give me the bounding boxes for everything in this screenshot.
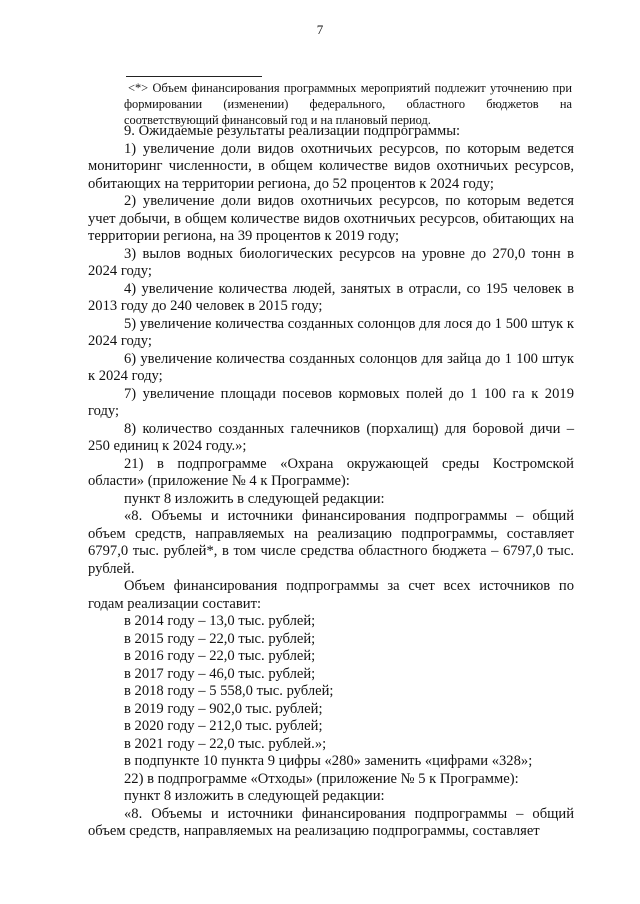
paragraph: 22) в подпрограмме «Отходы» (приложение № 5 к Программе): (124, 770, 519, 787)
funding-year-line: в 2017 году – 46,0 тыс. рублей; (124, 665, 316, 682)
footnote (124, 80, 572, 128)
paragraph: 4) увеличение количества людей, занятых в отрасли, со 195 человек в 2013 году до 240 человек в 2015 году; (88, 280, 574, 314)
paragraph: «8. Объемы и источники финансирования подпрограммы – общий объем средств, направляемых на реализацию подпрограммы, составляет (88, 805, 574, 839)
funding-year-line: в 2016 году – 22,0 тыс. рублей; (124, 648, 316, 664)
paragraph: 21) в подпрограмме «Охрана окружающей среды Костромской области» (приложение № 4 к Программе): (88, 455, 574, 489)
paragraph: Объем финансирования подпрограммы за счет всех источников по годам реализации составит: (88, 578, 574, 612)
paragraph: 6) увеличение количества созданных солонцов для зайца до 1 100 штук к 2024 году; (88, 350, 574, 384)
paragraph: 5) увеличение количества созданных солонцов для лося до 1 500 штук к 2024 году; (88, 315, 574, 349)
paragraph: пункт 8 изложить в следующей редакции: (124, 490, 385, 507)
paragraph: «8. Объемы и источники финансирования подпрограммы – общий объем средств, направляемых на реализацию подпрограммы, составляет 6797,0 тыс. рублей*, в том числе средства областного бюджета – 6797,0 тыс. рублей. (88, 508, 574, 577)
funding-year-line: в 2020 году – 212,0 тыс. рублей; (124, 718, 323, 734)
paragraph: пункт 8 изложить в следующей редакции: (124, 788, 385, 804)
funding-year-line: в 2018 году – 5 558,0 тыс. рублей; (124, 683, 334, 699)
funding-year-line: в 2015 году – 22,0 тыс. рублей; (124, 630, 316, 647)
paragraph: 8) количество созданных галечников (порхалищ) для боровой дичи – 250 единиц к 2024 году.»; (88, 420, 574, 454)
paragraph: 3) вылов водных биологических ресурсов на уровне до 270,0 тонн в 2024 году; (88, 245, 574, 279)
funding-year-line: в 2019 году – 902,0 тыс. рублей; (124, 700, 323, 717)
paragraph: в подпункте 10 пункта 9 цифры «280» заменить «цифрами «328»; (124, 753, 533, 769)
page-number: 7 (316, 22, 324, 37)
funding-year-line: в 2014 году – 13,0 тыс. рублей; (124, 613, 316, 629)
paragraph: 7) увеличение площади посевов кормовых полей до 1 100 га к 2019 году; (88, 385, 574, 419)
funding-year-line: в 2021 году – 22,0 тыс. рублей.»; (124, 735, 327, 752)
footnote-text: <*> Объем финансирования программных мероприятий подлежит уточнению при формировании (изменении) федерального, областного бюджетов на соответствующий финансовый год и на плановый период. (124, 81, 572, 127)
paragraph: 2) увеличение доли видов охотничьих ресурсов, по которым ведется учет добычи, в общем количестве видов охотничьих ресурсов, обитающих на территории региона, на 39 процентов к 2019 году; (88, 193, 574, 244)
section-heading: 9. Ожидаемые результаты реализации подпрограммы: (124, 123, 461, 139)
document-body (88, 123, 574, 841)
footnote-separator (126, 76, 262, 77)
paragraph: 1) увеличение доли видов охотничьих ресурсов, по которым ведется мониторинг численности, в общем количестве видов охотничьих ресурсов, обитающих на территории региона, до 52 процентов к 2024 году; (88, 140, 574, 192)
